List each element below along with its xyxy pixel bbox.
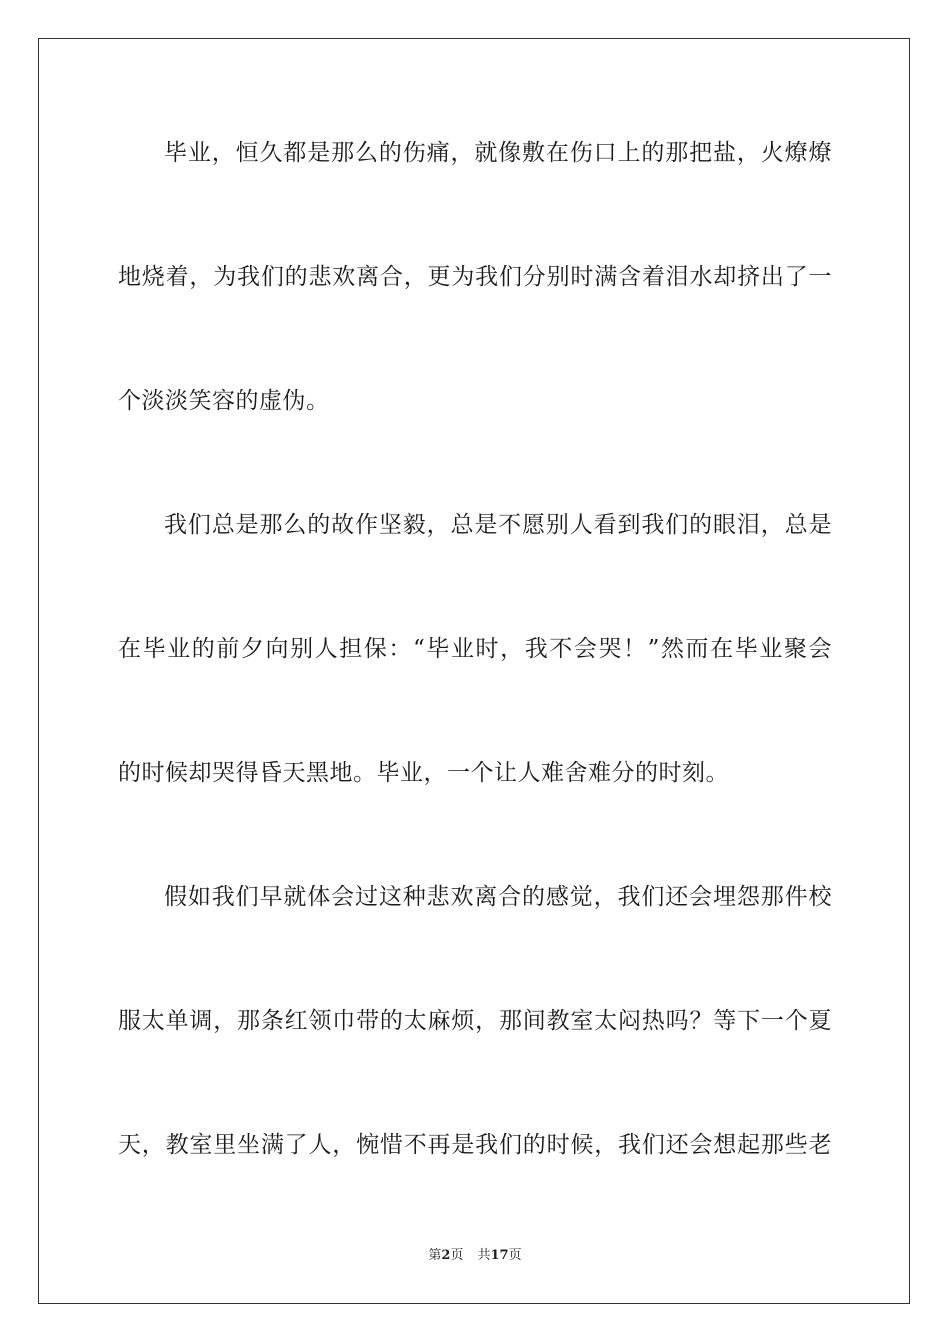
page-number: 第2页 <box>428 1248 464 1263</box>
paragraph-1-line-1: 毕业，恒久都是那么的伤痛，就像敷在伤口上的那把盐，火燎燎 <box>164 140 832 166</box>
page-total: 共17页 <box>477 1248 522 1263</box>
paragraph-1-line-2: 地烧着，为我们的悲欢离合，更为我们分别时满含着泪水却挤出了一 <box>118 264 832 290</box>
page-footer <box>0 1248 950 1264</box>
paragraph-1-line-3: 个淡淡笑容的虚伪。 <box>118 388 330 414</box>
paragraph-2-line-3: 的时候却哭得昏天黑地。毕业，一个让人难舍难分的时刻。 <box>118 760 729 786</box>
paragraph-2-line-2: 在毕业的前夕向别人担保：“毕业时，我不会哭！”然而在毕业聚会 <box>118 636 832 662</box>
paragraph-2-line-1: 我们总是那么的故作坚毅，总是不愿别人看到我们的眼泪，总是 <box>164 512 832 538</box>
paragraph-3-line-1: 假如我们早就体会过这种悲欢离合的感觉，我们还会埋怨那件校 <box>164 884 832 910</box>
paragraph-3-line-2: 服太单调，那条红领巾带的太麻烦，那间教室太闷热吗？等下一个夏 <box>118 1008 832 1034</box>
page-border <box>38 38 910 1304</box>
paragraph-3-line-3: 天，教室里坐满了人，惋惜不再是我们的时候，我们还会想起那些老 <box>118 1132 832 1158</box>
